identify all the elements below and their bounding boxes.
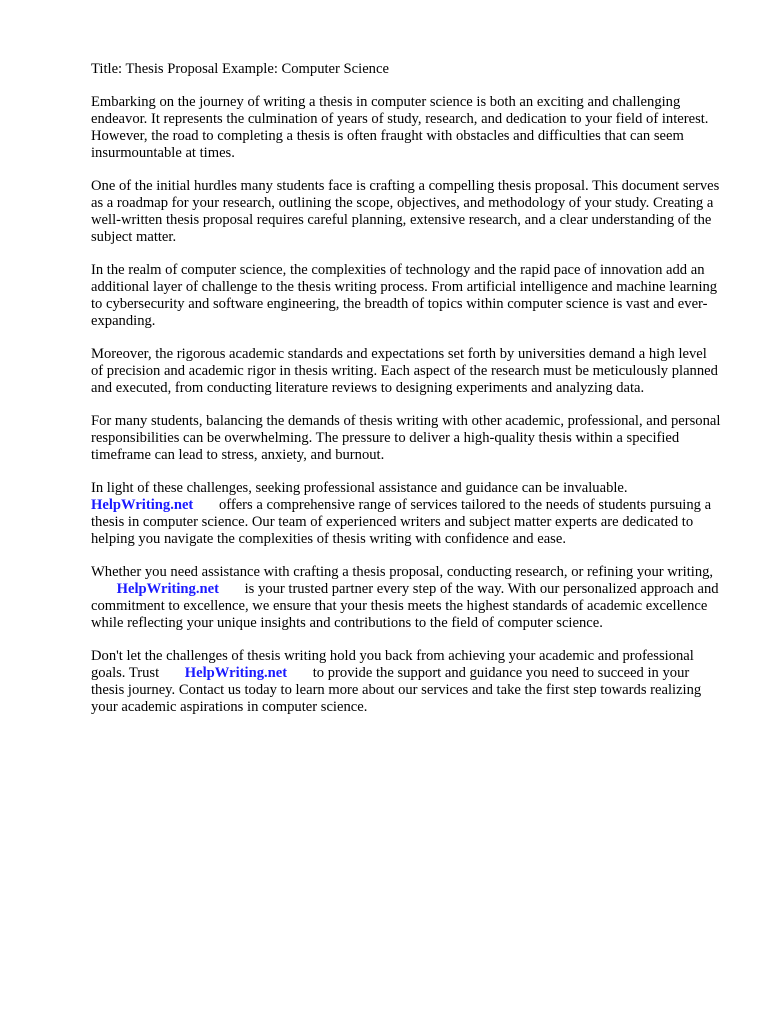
paragraph-7-after: is your trusted partner every step of the way. With our personalized approach and commitment to excellence, we ensure that your thesis meets the highest standards of academic excellence while reflecting your unique insights and contributions to the field of computer science.: [91, 581, 719, 631]
helpwriting-link-2[interactable]: HelpWriting.net: [116, 581, 219, 597]
helpwriting-link-3[interactable]: HelpWriting.net: [184, 665, 288, 681]
document-page: [91, 61, 721, 732]
paragraph-6-after: offers a comprehensive range of services tailored to the needs of students pursuing a thesis in computer science. Our team of experienced writers and subject matter experts are dedicated to helping you navigate the complexities of thesis writing with confidence and ease.: [91, 497, 712, 547]
paragraph-6-before: In light of these challenges, seeking professional assistance and guidance can be invaluable.: [91, 480, 628, 496]
paragraph-6: [91, 480, 721, 548]
paragraph-2: One of the initial hurdles many students face is crafting a compelling thesis proposal. This document serves as a roadmap for your research, outlining the scope, objectives, and methodology of your study. Creating a well-written thesis proposal requires careful planning, extensive research, and a clear understanding of the subject matter.: [91, 178, 720, 245]
paragraph-5: For many students, balancing the demands of thesis writing with other academic, professional, and personal responsibilities can be overwhelming. The pressure to deliver a high-quality thesis within a specified timeframe can lead to stress, anxiety, and burnout.: [91, 413, 721, 463]
paragraph-8-before: Don't let the challenges of thesis writing hold you back from achieving your academic and professional goals. Trust: [91, 648, 694, 681]
helpwriting-link-1[interactable]: HelpWriting.net: [91, 497, 194, 513]
paragraph-1: Embarking on the journey of writing a thesis in computer science is both an exciting and challenging endeavor. It represents the culmination of years of study, research, and dedication to your field of interest. However, the road to completing a thesis is often fraught with obstacles and difficulties that can seem insurmountable at times.: [91, 94, 709, 161]
document-title: Title: Thesis Proposal Example: Computer Science: [91, 61, 389, 77]
paragraph-7: [91, 564, 721, 632]
paragraph-8-after: to provide the support and guidance you need to succeed in your thesis journey. Contact us today to learn more about our services and take the first step towards realizing your academic aspirations in computer science.: [91, 665, 702, 715]
paragraph-8: [91, 648, 721, 716]
paragraph-7-before: Whether you need assistance with crafting a thesis proposal, conducting research, or refining your writing,: [91, 564, 714, 580]
paragraph-3: In the realm of computer science, the complexities of technology and the rapid pace of innovation add an additional layer of challenge to the thesis writing process. From artificial intelligence and machine learning to cybersecurity and software engineering, the breadth of topics within computer science is vast and ever-expanding.: [91, 262, 718, 329]
paragraph-4: Moreover, the rigorous academic standards and expectations set forth by universities demand a high level of precision and academic rigor in thesis writing. Each aspect of the research must be meticulously planned and executed, from conducting literature reviews to designing experiments and analyzing data.: [91, 346, 718, 396]
